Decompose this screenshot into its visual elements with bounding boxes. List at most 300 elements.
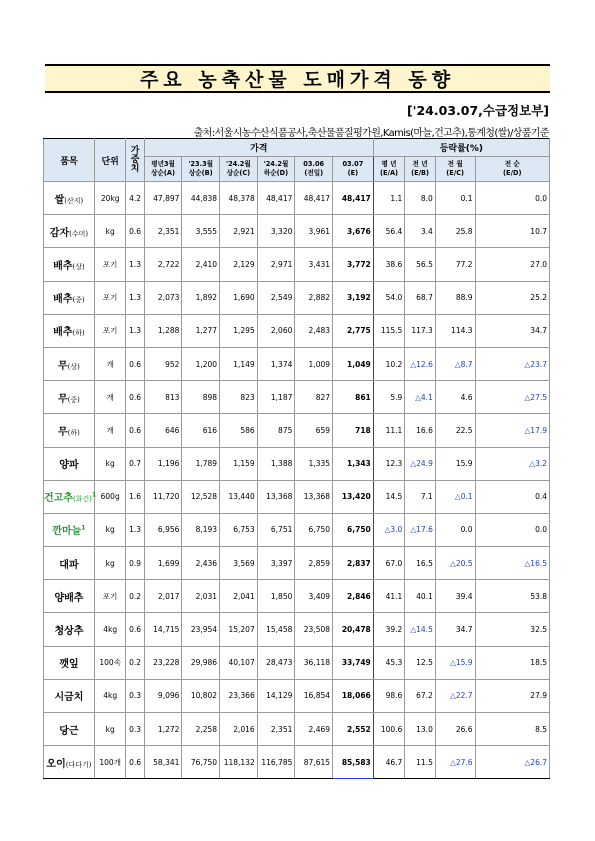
header-price-col <box>257 157 295 182</box>
price-cell: 3,676 <box>333 215 374 248</box>
change-cell: 15.9 <box>435 447 475 480</box>
price-cell: 1,288 <box>144 314 182 347</box>
change-cell: 27.9 <box>475 679 549 712</box>
table-row <box>44 347 550 380</box>
item-grade: (수미) <box>69 229 89 238</box>
price-cell: 1,009 <box>295 347 333 380</box>
change-cell: 0.0 <box>435 513 475 546</box>
item-grade: (상) <box>67 362 80 371</box>
item-name <box>44 182 95 215</box>
report-date: ['24.03.07,수급정보부] <box>406 103 549 118</box>
price-cell: 2,837 <box>333 547 374 580</box>
price-cell: 823 <box>220 381 258 414</box>
header-line-2: (전일) <box>304 169 324 177</box>
price-cell: 1,295 <box>220 314 258 347</box>
change-cell: 56.4 <box>373 215 405 248</box>
price-cell: 1,187 <box>257 381 295 414</box>
change-cell: △0.1 <box>435 480 475 513</box>
header-line-2: 상순(C) <box>226 169 251 177</box>
item-weight: 1.3 <box>126 281 144 314</box>
item-unit: kg <box>94 215 126 248</box>
price-cell: 2,351 <box>144 215 182 248</box>
price-cell: 898 <box>182 381 220 414</box>
item-unit: 포기 <box>94 281 126 314</box>
price-cell: 18,066 <box>333 679 374 712</box>
header-line-2: (E) <box>347 169 359 177</box>
item-name <box>44 414 95 447</box>
item-name <box>44 480 95 513</box>
price-cell: 23,228 <box>144 646 182 679</box>
change-cell: 54.0 <box>373 281 405 314</box>
change-cell: △23.7 <box>475 347 549 380</box>
price-cell: 118,132 <box>220 746 258 779</box>
price-cell: 44,838 <box>182 182 220 215</box>
change-cell: 67.0 <box>373 547 405 580</box>
table-row <box>44 281 550 314</box>
header-price-col <box>333 157 374 182</box>
price-cell: 2,971 <box>257 248 295 281</box>
item-name-text: 깻잎 <box>59 659 79 671</box>
price-cell: 40,107 <box>220 646 258 679</box>
item-weight: 1.3 <box>126 248 144 281</box>
price-cell: 87,615 <box>295 746 333 779</box>
change-cell: 77.2 <box>435 248 475 281</box>
header-line-2: 상순(B) <box>188 169 213 177</box>
change-cell: △27.5 <box>475 381 549 414</box>
change-cell: 53.8 <box>475 580 549 613</box>
change-cell: 0.0 <box>475 513 549 546</box>
item-name-text: 쌀 <box>54 194 65 206</box>
item-name <box>44 713 95 746</box>
header-line-1: 03.06 <box>303 160 325 168</box>
price-cell: 2,073 <box>144 281 182 314</box>
page-title: 주요 농축산물 도매가격 동향 <box>139 69 456 91</box>
item-name <box>44 679 95 712</box>
item-weight: 0.9 <box>126 547 144 580</box>
change-cell: 0.1 <box>435 182 475 215</box>
item-weight: 1.3 <box>126 314 144 347</box>
page-title-box <box>45 64 550 93</box>
change-cell: 34.7 <box>475 314 549 347</box>
price-cell: 586 <box>220 414 258 447</box>
price-cell: 12,528 <box>182 480 220 513</box>
price-cell: 2,775 <box>333 314 374 347</box>
table-row <box>44 679 550 712</box>
item-grade: (산지) <box>64 196 84 205</box>
price-cell: 1,200 <box>182 347 220 380</box>
price-cell: 3,772 <box>333 248 374 281</box>
price-cell: 813 <box>144 381 182 414</box>
price-cell: 2,859 <box>295 547 333 580</box>
item-weight: 0.6 <box>126 414 144 447</box>
header-price-group: 가격 <box>144 139 373 157</box>
change-cell: △8.7 <box>435 347 475 380</box>
change-cell: △4.1 <box>405 381 436 414</box>
change-cell: 25.8 <box>435 215 475 248</box>
item-weight: 0.2 <box>126 580 144 613</box>
price-cell: 2,410 <box>182 248 220 281</box>
price-cell: 2,060 <box>257 314 295 347</box>
price-cell: 58,341 <box>144 746 182 779</box>
price-cell: 616 <box>182 414 220 447</box>
price-cell: 1,789 <box>182 447 220 480</box>
change-cell: 39.2 <box>373 613 405 646</box>
item-grade: (상) <box>72 262 85 271</box>
price-cell: 3,320 <box>257 215 295 248</box>
change-cell: 117.3 <box>405 314 436 347</box>
price-cell: 48,417 <box>295 182 333 215</box>
change-cell: △27.6 <box>435 746 475 779</box>
header-line-1: 전 년 <box>412 160 428 168</box>
item-unit: kg <box>94 513 126 546</box>
price-cell: 48,417 <box>257 182 295 215</box>
price-cell: 15,458 <box>257 613 295 646</box>
item-grade: (하) <box>72 329 85 338</box>
change-cell: 68.7 <box>405 281 436 314</box>
price-cell: 3,397 <box>257 547 295 580</box>
price-cell: 2,722 <box>144 248 182 281</box>
item-name <box>44 613 95 646</box>
price-cell: 2,017 <box>144 580 182 613</box>
price-cell: 718 <box>333 414 374 447</box>
price-cell: 13,368 <box>295 480 333 513</box>
item-weight: 0.6 <box>126 613 144 646</box>
item-weight: 0.6 <box>126 215 144 248</box>
change-cell: 13.0 <box>405 713 436 746</box>
change-cell: △26.7 <box>475 746 549 779</box>
item-name-text: 감자 <box>49 227 70 239</box>
change-cell: 18.5 <box>475 646 549 679</box>
price-cell: 6,751 <box>257 513 295 546</box>
table-row <box>44 646 550 679</box>
price-cell: 76,750 <box>182 746 220 779</box>
item-unit: kg <box>94 447 126 480</box>
price-cell: 1,374 <box>257 347 295 380</box>
item-unit: 포기 <box>94 580 126 613</box>
price-cell: 2,552 <box>333 713 374 746</box>
header-change-col <box>405 157 436 182</box>
header-line-2: (E/B) <box>411 169 430 177</box>
item-name-text: 무 <box>57 426 68 438</box>
item-grade: (다다기) <box>65 760 92 769</box>
change-cell: △15.9 <box>435 646 475 679</box>
item-name <box>44 513 95 546</box>
change-cell: 46.7 <box>373 746 405 779</box>
item-unit: 20kg <box>94 182 126 215</box>
price-cell: 9,096 <box>144 679 182 712</box>
price-cell: 1,049 <box>333 347 374 380</box>
price-cell: 1,388 <box>257 447 295 480</box>
table-row <box>44 613 550 646</box>
item-name-text: 시금치 <box>54 692 84 704</box>
item-unit: 포기 <box>94 248 126 281</box>
price-cell: 15,207 <box>220 613 258 646</box>
item-weight: 0.3 <box>126 679 144 712</box>
price-cell: 1,159 <box>220 447 258 480</box>
change-cell: 115.5 <box>373 314 405 347</box>
header-line-1: '23.3월 <box>188 160 214 168</box>
price-cell: 29,986 <box>182 646 220 679</box>
header-line-2: (E/A) <box>380 169 399 177</box>
item-name <box>44 248 95 281</box>
item-unit: kg <box>94 713 126 746</box>
table-row <box>44 547 550 580</box>
item-name-text: 무 <box>57 360 68 372</box>
price-cell: 1,850 <box>257 580 295 613</box>
price-cell: 6,750 <box>295 513 333 546</box>
change-cell: 3.4 <box>405 215 436 248</box>
item-name-text: 배추 <box>53 327 73 339</box>
item-name-text: 대파 <box>59 559 79 571</box>
price-cell: 2,129 <box>220 248 258 281</box>
item-unit: 100속 <box>94 646 126 679</box>
item-name-text: 오이 <box>46 758 66 770</box>
header-price-col <box>220 157 258 182</box>
table-row <box>44 414 550 447</box>
item-name-text: 양배추 <box>54 592 84 604</box>
header-item: 품목 <box>44 139 95 182</box>
header-line-2: (E/C) <box>446 169 465 177</box>
change-cell: 26.6 <box>435 713 475 746</box>
table-row <box>44 513 550 546</box>
item-unit: 포기 <box>94 314 126 347</box>
header-line-2: (E/D) <box>503 169 522 177</box>
change-cell: 41.1 <box>373 580 405 613</box>
item-name <box>44 547 95 580</box>
price-cell: 2,469 <box>295 713 333 746</box>
price-cell: 3,431 <box>295 248 333 281</box>
header-line-1: 평 년 <box>381 160 397 168</box>
price-cell: 13,420 <box>333 480 374 513</box>
change-cell: 56.5 <box>405 248 436 281</box>
price-cell: 28,473 <box>257 646 295 679</box>
price-cell: 1,699 <box>144 547 182 580</box>
price-cell: 6,956 <box>144 513 182 546</box>
item-weight: 0.7 <box>126 447 144 480</box>
item-unit: 개 <box>94 347 126 380</box>
table-row <box>44 580 550 613</box>
item-grade: (하) <box>67 428 80 437</box>
header-price-col <box>295 157 333 182</box>
change-cell: 25.2 <box>475 281 549 314</box>
item-weight: 0.6 <box>126 347 144 380</box>
item-unit: kg <box>94 547 126 580</box>
price-cell: 2,041 <box>220 580 258 613</box>
table-row <box>44 480 550 513</box>
price-cell: 659 <box>295 414 333 447</box>
header-line-1: 03.07 <box>342 160 364 168</box>
header-change-group: 등락률(%) <box>373 139 549 157</box>
price-cell: 16,854 <box>295 679 333 712</box>
change-cell: 22.5 <box>435 414 475 447</box>
item-footnote: 1 <box>81 525 86 533</box>
change-cell: 40.1 <box>405 580 436 613</box>
change-cell: 16.5 <box>405 547 436 580</box>
price-table <box>43 138 550 779</box>
change-cell: 1.1 <box>373 182 405 215</box>
price-cell: 2,549 <box>257 281 295 314</box>
table-row <box>44 248 550 281</box>
price-cell: 10,802 <box>182 679 220 712</box>
change-cell: △20.5 <box>435 547 475 580</box>
item-unit: 개 <box>94 381 126 414</box>
item-weight: 1.3 <box>126 513 144 546</box>
header-line-1: 평년3월 <box>151 160 175 168</box>
item-unit: 600g <box>94 480 126 513</box>
item-weight: 0.3 <box>126 713 144 746</box>
header-price-col <box>182 157 220 182</box>
item-name-text: 양파 <box>59 460 79 472</box>
change-cell: △3.0 <box>373 513 405 546</box>
table-row <box>44 381 550 414</box>
price-cell: 116,785 <box>257 746 295 779</box>
price-cell: 1,343 <box>333 447 374 480</box>
header-change-col <box>373 157 405 182</box>
item-weight: 0.2 <box>126 646 144 679</box>
price-cell: 6,753 <box>220 513 258 546</box>
table-row <box>44 215 550 248</box>
price-cell: 2,016 <box>220 713 258 746</box>
price-cell: 1,277 <box>182 314 220 347</box>
item-name <box>44 746 95 779</box>
item-name-text: 배추 <box>53 294 73 306</box>
price-cell: 646 <box>144 414 182 447</box>
price-cell: 952 <box>144 347 182 380</box>
header-line-1: '24.2월 <box>263 160 289 168</box>
item-name <box>44 314 95 347</box>
item-weight: 4.2 <box>126 182 144 215</box>
price-cell: 3,555 <box>182 215 220 248</box>
price-cell: 48,417 <box>333 182 374 215</box>
price-cell: 11,720 <box>144 480 182 513</box>
header-line-1: '24.2월 <box>226 160 251 168</box>
change-cell: △14.5 <box>405 613 436 646</box>
header-line-2: 하순(D) <box>263 169 289 177</box>
change-cell: 4.6 <box>435 381 475 414</box>
price-cell: 1,892 <box>182 281 220 314</box>
price-cell: 2,351 <box>257 713 295 746</box>
change-cell: 16.6 <box>405 414 436 447</box>
item-name <box>44 447 95 480</box>
price-cell: 1,196 <box>144 447 182 480</box>
item-unit: 개 <box>94 414 126 447</box>
change-cell: 8.0 <box>405 182 436 215</box>
price-cell: 2,846 <box>333 580 374 613</box>
price-cell: 33,749 <box>333 646 374 679</box>
item-weight: 0.6 <box>126 746 144 779</box>
price-cell: 3,409 <box>295 580 333 613</box>
price-cell: 3,961 <box>295 215 333 248</box>
header-unit: 단위 <box>94 139 126 182</box>
item-name <box>44 215 95 248</box>
change-cell: 12.5 <box>405 646 436 679</box>
header-price-col <box>144 157 182 182</box>
header-weight-text: 가중치 <box>130 145 140 174</box>
price-cell: 2,031 <box>182 580 220 613</box>
price-cell: 1,335 <box>295 447 333 480</box>
item-unit: 100개 <box>94 746 126 779</box>
change-cell: 12.3 <box>373 447 405 480</box>
change-cell: 7.1 <box>405 480 436 513</box>
header-line-1: 전 월 <box>447 160 463 168</box>
change-cell: △3.2 <box>475 447 549 480</box>
change-cell: 114.3 <box>435 314 475 347</box>
item-grade: (중) <box>67 395 80 404</box>
price-cell: 48,378 <box>220 182 258 215</box>
price-cell: 23,954 <box>182 613 220 646</box>
price-cell: 2,921 <box>220 215 258 248</box>
item-weight: 0.6 <box>126 381 144 414</box>
item-name-text: 당근 <box>59 725 79 737</box>
item-weight: 1.6 <box>126 480 144 513</box>
header-line-1: 전 순 <box>504 160 520 168</box>
header-line-2: 상순(A) <box>151 169 176 177</box>
change-cell: 100.6 <box>373 713 405 746</box>
price-cell: 1,272 <box>144 713 182 746</box>
price-cell: 6,750 <box>333 513 374 546</box>
item-name-text: 무 <box>57 393 68 405</box>
price-cell: 3,192 <box>333 281 374 314</box>
price-cell: 23,508 <box>295 613 333 646</box>
change-cell: 11.5 <box>405 746 436 779</box>
price-cell: 85,583 <box>333 746 374 779</box>
item-name-text: 건고추 <box>44 493 73 505</box>
item-name <box>44 381 95 414</box>
table-row <box>44 447 550 480</box>
table-row <box>44 182 550 215</box>
price-cell: 1,690 <box>220 281 258 314</box>
change-cell: 5.9 <box>373 381 405 414</box>
header-weight <box>126 139 144 182</box>
change-cell: 67.2 <box>405 679 436 712</box>
item-name-text: 청상추 <box>54 626 84 638</box>
price-cell: 13,440 <box>220 480 258 513</box>
price-cell: 2,882 <box>295 281 333 314</box>
price-cell: 8,193 <box>182 513 220 546</box>
change-cell: 88.9 <box>435 281 475 314</box>
change-cell: △24.9 <box>405 447 436 480</box>
price-cell: 14,129 <box>257 679 295 712</box>
change-cell: 8.5 <box>475 713 549 746</box>
price-cell: 875 <box>257 414 295 447</box>
item-name <box>44 646 95 679</box>
table-row <box>44 713 550 746</box>
price-cell: 2,258 <box>182 713 220 746</box>
item-name <box>44 347 95 380</box>
change-cell: △12.6 <box>405 347 436 380</box>
price-cell: 2,483 <box>295 314 333 347</box>
header-change-col <box>475 157 549 182</box>
price-cell: 36,118 <box>295 646 333 679</box>
change-cell: 10.2 <box>373 347 405 380</box>
price-cell: 13,368 <box>257 480 295 513</box>
price-cell: 861 <box>333 381 374 414</box>
header-change-col <box>435 157 475 182</box>
change-cell: 32.5 <box>475 613 549 646</box>
price-cell: 23,366 <box>220 679 258 712</box>
change-cell: 27.0 <box>475 248 549 281</box>
table-row <box>44 314 550 347</box>
change-cell: △22.7 <box>435 679 475 712</box>
change-cell: 98.6 <box>373 679 405 712</box>
change-cell: 10.7 <box>475 215 549 248</box>
item-name-text: 배추 <box>53 260 73 272</box>
item-grade: (화건) <box>72 495 92 504</box>
price-cell: 827 <box>295 381 333 414</box>
table-row <box>44 746 550 779</box>
change-cell: △17.9 <box>475 414 549 447</box>
change-cell: 38.6 <box>373 248 405 281</box>
